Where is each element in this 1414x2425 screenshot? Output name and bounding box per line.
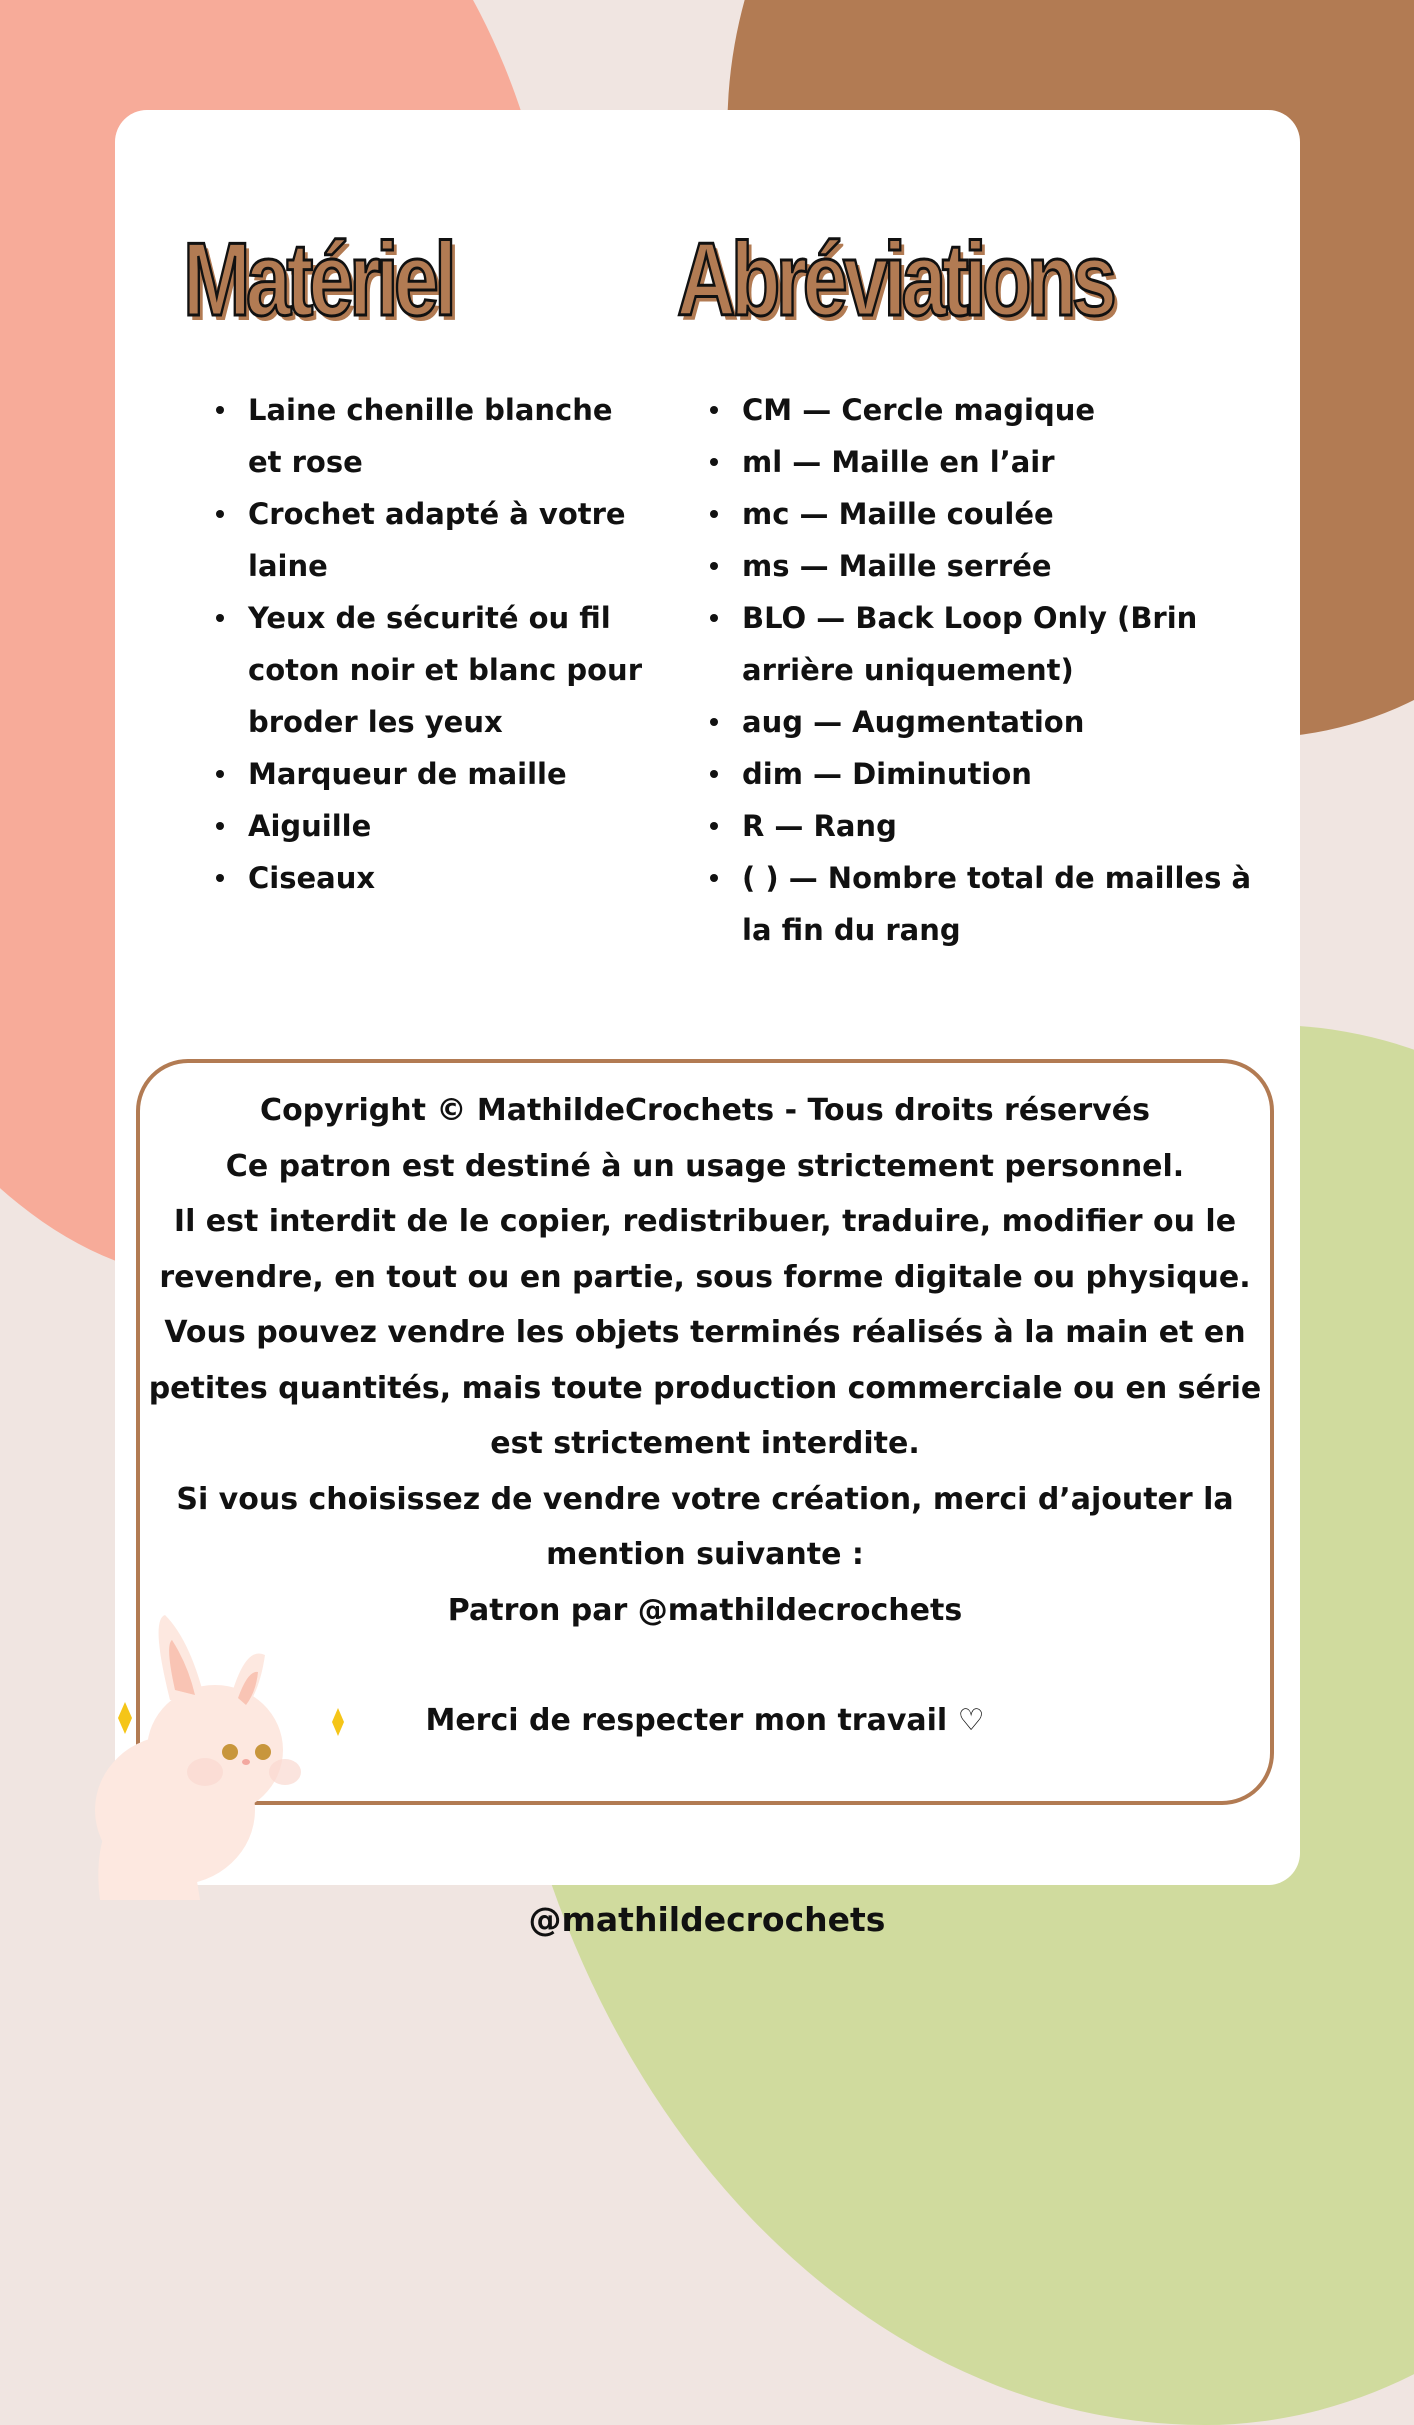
- thank-you-line: Merci de respecter mon travail ♡: [425, 1703, 985, 1738]
- list-item: ms — Maille serrée: [710, 540, 1280, 592]
- bullet-icon: [216, 770, 224, 778]
- list-item: ( ) — Nombre total de mailles à la fin du rang: [710, 852, 1280, 956]
- list-item: aug — Augmentation: [710, 696, 1280, 748]
- attribution-mention: Patron par @mathildecrochets: [447, 1592, 963, 1628]
- abreviations-heading: Abréviations: [677, 222, 1113, 338]
- list-item: dim — Diminution: [710, 748, 1280, 800]
- list-item: Laine chenille blanche et rose: [216, 384, 646, 488]
- list-item: Yeux de sécurité ou fil coton noir et blanc pour broder les yeux: [216, 592, 646, 748]
- bullet-icon: [710, 614, 718, 622]
- attribution-request-text: Si vous choisissez de vendre votre création, merci d’ajouter la mention suivante :: [176, 1481, 1234, 1572]
- list-item: Aiguille: [216, 800, 646, 852]
- bullet-icon: [710, 510, 718, 518]
- prohibition-text: Il est interdit de le copier, redistribuer, traduire, modifier ou le revendre, en tout ou en partie, sous forme digitale ou physique.: [159, 1204, 1251, 1295]
- list-item: BLO — Back Loop Only (Brin arrière uniquement): [710, 592, 1280, 696]
- sales-terms-text: Vous pouvez vendre les objets terminés réalisés à la main et en petites quantités, mais toute production commerciale ou en série est strictement interdite.: [148, 1315, 1262, 1461]
- list-item: Marqueur de maille: [216, 748, 646, 800]
- abreviations-list: [710, 384, 1280, 956]
- list-item: CM — Cercle magique: [710, 384, 1280, 436]
- bullet-icon: [710, 406, 718, 414]
- bullet-icon: [216, 406, 224, 414]
- materiel-heading: Matériel: [183, 222, 453, 338]
- bullet-icon: [710, 770, 718, 778]
- list-item: Crochet adapté à votre laine: [216, 488, 646, 592]
- bullet-icon: [216, 614, 224, 622]
- list-item: mc — Maille coulée: [710, 488, 1280, 540]
- bullet-icon: [216, 874, 224, 882]
- list-item: R — Rang: [710, 800, 1280, 852]
- bullet-icon: [710, 874, 718, 882]
- bullet-icon: [216, 510, 224, 518]
- footer-social-handle: @mathildecrochets: [528, 1900, 886, 1939]
- copyright-line: Copyright © MathildeCrochets - Tous droits réservés: [260, 1093, 1150, 1128]
- bullet-icon: [216, 822, 224, 830]
- bullet-icon: [710, 458, 718, 466]
- usage-line: Ce patron est destiné à un usage strictement personnel.: [225, 1148, 1185, 1184]
- bunny-illustration-icon: [80, 1600, 360, 1900]
- bullet-icon: [710, 822, 718, 830]
- list-item: ml — Maille en l’air: [710, 436, 1280, 488]
- materiel-list: [216, 384, 646, 904]
- list-item: Ciseaux: [216, 852, 646, 904]
- bullet-icon: [710, 562, 718, 570]
- bullet-icon: [710, 718, 718, 726]
